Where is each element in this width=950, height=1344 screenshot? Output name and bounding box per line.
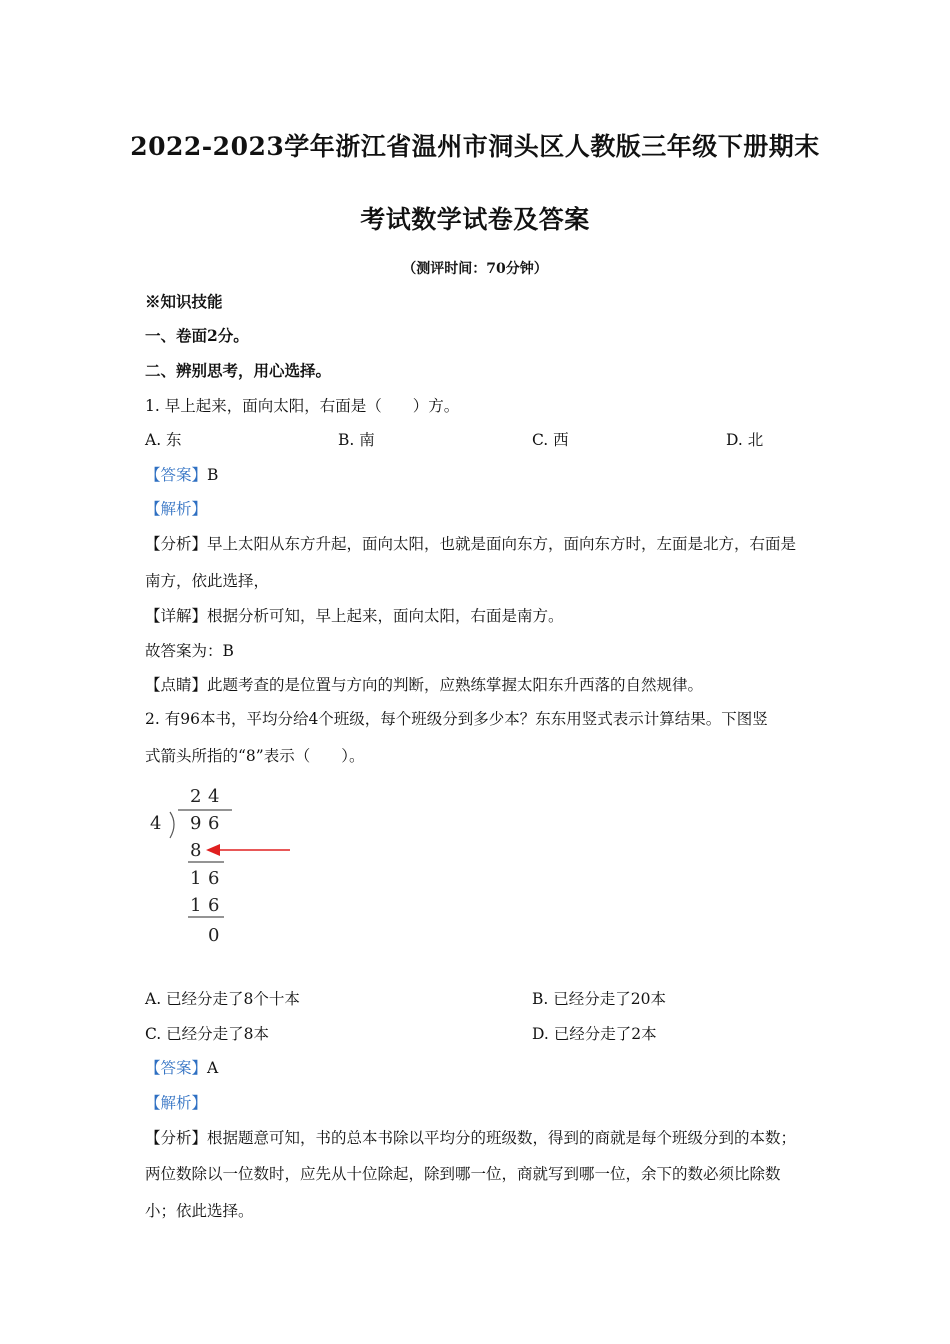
q1-dianjing <box>145 675 703 695</box>
answer-tag: 【答案】 <box>145 1059 208 1077</box>
step3-digit-tens: 1 <box>190 895 202 916</box>
q1-answer <box>145 465 218 485</box>
q2-analysis-tag: 【解析】 <box>145 1094 208 1112</box>
q1-analysis-tag: 【解析】 <box>145 500 208 518</box>
dividend-digit-tens: 9 <box>190 813 202 834</box>
q2-option-b: B. 已经分走了20本 <box>532 990 666 1008</box>
document-title-line-1: 2022-2023学年浙江省温州市洞头区人教版三年级下册期末 <box>130 132 820 161</box>
fenxi-text: 根据题意可知，书的总本书除以平均分的班级数，得到的商就是每个班级分到的本数； <box>207 1129 797 1147</box>
dianjing-tag: 【点睛】 <box>145 676 208 694</box>
divisor: 4 <box>150 813 162 834</box>
q1-option-b: B. 南 <box>338 431 375 449</box>
q1-fenxi-line-1 <box>145 534 796 554</box>
q1-option-d: D. 北 <box>726 431 764 449</box>
answer-tag: 【答案】 <box>145 466 208 484</box>
remainder: 0 <box>208 925 220 946</box>
answer-value: B <box>207 466 219 484</box>
question-1-stem: 1. 早上起来，面向太阳，右面是（ ）方。 <box>145 397 460 415</box>
q1-xiangjie <box>145 606 564 626</box>
question-2-stem-line-2: 式箭头所指的“8”表示（ ）。 <box>145 747 365 765</box>
answer-value: A <box>207 1059 219 1077</box>
q1-option-a: A. 东 <box>145 431 182 449</box>
long-division-figure <box>140 780 310 950</box>
partial-product-8: 8 <box>190 840 202 861</box>
q2-fenxi-line-1 <box>145 1128 796 1148</box>
quotient-digit-ones: 4 <box>208 786 220 807</box>
xiangjie-text: 根据分析可知，早上起来，面向太阳，右面是南方。 <box>207 607 564 625</box>
arrow-icon <box>206 844 220 856</box>
xiangjie-tag: 【详解】 <box>145 607 208 625</box>
fenxi-tag: 【分析】 <box>145 1129 208 1147</box>
q1-option-c: C. 西 <box>532 431 569 449</box>
question-2-stem-line-1: 2. 有96本书，平均分给4个班级，每个班级分到多少本？东东用竖式表示计算结果。下图竖 <box>145 710 768 728</box>
q2-fenxi-line-3: 小；依此选择。 <box>145 1202 254 1220</box>
q2-option-d: D. 已经分走了2本 <box>532 1025 657 1043</box>
q2-fenxi-line-2: 两位数除以一位数时，应先从十位除起，除到哪一位，商就写到哪一位，余下的数必须比除数 <box>145 1165 781 1183</box>
fenxi-tag: 【分析】 <box>145 535 208 553</box>
quotient-digit-tens: 2 <box>190 786 202 807</box>
q1-fenxi-line-2: 南方，依此选择， <box>145 572 270 590</box>
dianjing-text: 此题考查的是位置与方向的判断，应熟练掌握太阳东升西落的自然规律。 <box>207 676 704 694</box>
division-bracket <box>170 812 174 838</box>
document-title-line-2: 考试数学试卷及答案 <box>360 205 590 234</box>
test-duration: （测评时间：70分钟） <box>402 261 548 277</box>
fenxi-text: 早上太阳从东方升起，面向太阳，也就是面向东方，面向东方时，左面是北方，右面是 <box>207 535 797 553</box>
q2-option-c: C. 已经分走了8本 <box>145 1025 270 1043</box>
part-2-heading: 二、辨别思考，用心选择。 <box>145 361 332 380</box>
step3-digit-ones: 6 <box>208 895 220 916</box>
part-1-heading: 一、卷面2分。 <box>145 326 249 345</box>
q2-option-a: A. 已经分走了8个十本 <box>145 990 300 1008</box>
section-knowledge: ※知识技能 <box>145 292 223 311</box>
step2-digit-tens: 1 <box>190 868 202 889</box>
step2-digit-ones: 6 <box>208 868 220 889</box>
dividend-digit-ones: 6 <box>208 813 220 834</box>
q1-final-answer: 故答案为：B <box>145 642 234 660</box>
q2-answer <box>145 1058 218 1078</box>
